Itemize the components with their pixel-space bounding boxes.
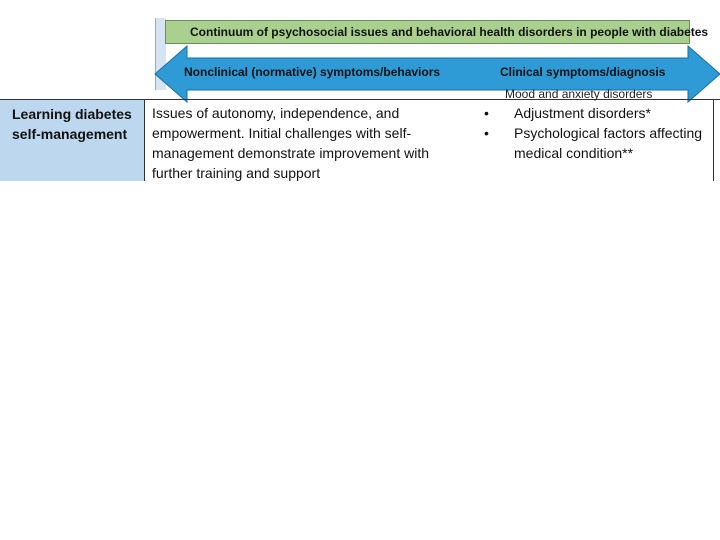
table-border <box>713 100 714 181</box>
clinical-item-text: Psychological factors affecting medical condition** <box>514 125 703 161</box>
clinical-item-text: Adjustment disorders* <box>514 105 651 121</box>
bullet-icon: • <box>484 125 489 141</box>
row-label: Learning diabetes self-management <box>0 100 145 181</box>
clinical-label: Clinical symptoms/diagnosis <box>500 65 666 79</box>
continuum-header <box>155 18 720 101</box>
bullet-icon: • <box>484 105 489 121</box>
list-item <box>480 123 715 163</box>
continuum-title: Continuum of psychosocial issues and behavioral health disorders in people with diabetes <box>165 20 690 44</box>
table-row <box>0 99 720 181</box>
list-item <box>480 103 715 123</box>
nonclinical-label: Nonclinical (normative) symptoms/behaviors <box>184 65 441 79</box>
clinical-list <box>480 103 715 163</box>
cut-off-text: Mood and anxiety disorders <box>505 87 653 101</box>
row-description: Issues of autonomy, independence, and empowerment. Initial challenges with self-management demonstrate improvement with further training and support <box>152 105 430 181</box>
